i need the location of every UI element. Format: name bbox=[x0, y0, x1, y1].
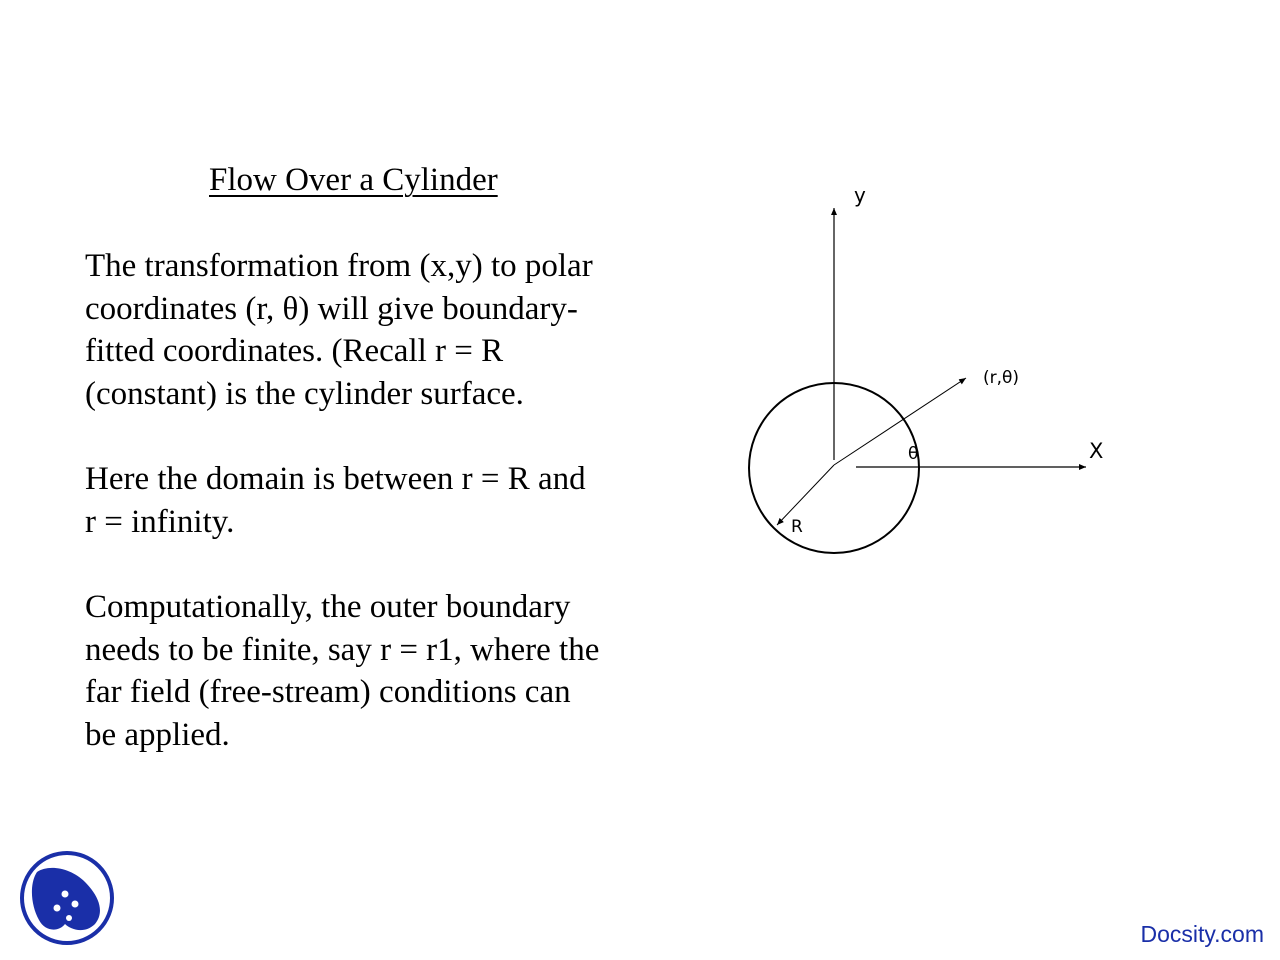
text-line: be applied. bbox=[85, 716, 230, 753]
slide-title: Flow Over a Cylinder bbox=[209, 162, 498, 198]
radial-ray-line bbox=[834, 378, 966, 465]
radius-label: R bbox=[791, 517, 803, 537]
point-label: (r,θ) bbox=[983, 368, 1020, 388]
docsity-brand-link[interactable]: Docsity.com bbox=[1140, 921, 1264, 947]
text-line: (constant) is the cylinder surface. bbox=[85, 375, 524, 412]
paragraph-domain bbox=[85, 458, 586, 543]
text-line: far field (free-stream) conditions can bbox=[85, 674, 571, 711]
text-line: fitted coordinates. (Recall r = R bbox=[85, 333, 504, 370]
paragraph-transformation bbox=[85, 245, 593, 415]
x-axis-label: X bbox=[1089, 439, 1104, 463]
paragraph-computational bbox=[85, 586, 599, 756]
text-line: The transformation from (x,y) to polar bbox=[85, 248, 593, 284]
text-line: r = infinity. bbox=[85, 503, 235, 540]
text-line: Computationally, the outer boundary bbox=[85, 589, 571, 625]
docsity-logo-icon[interactable] bbox=[19, 850, 115, 946]
angle-label: θ bbox=[908, 444, 919, 464]
text-line: coordinates (r, θ) will give boundary- bbox=[85, 290, 578, 327]
polar-coordinates-diagram bbox=[730, 170, 1130, 570]
text-line: needs to be finite, say r = r1, where the bbox=[85, 631, 600, 668]
radius-line bbox=[777, 465, 834, 525]
y-axis-label: y bbox=[854, 183, 866, 207]
text-line: Here the domain is between r = R and bbox=[85, 461, 586, 497]
